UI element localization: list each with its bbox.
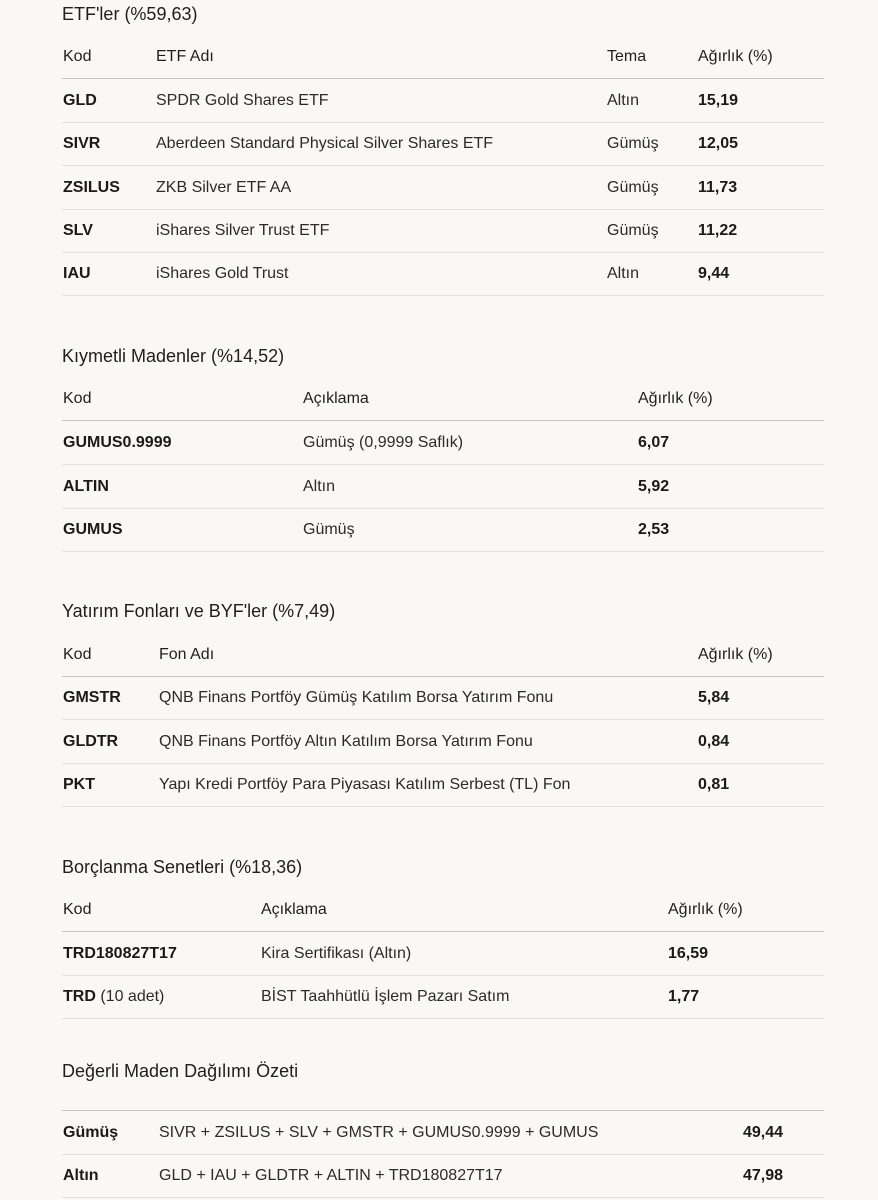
- etf-name: iShares Silver Trust ETF: [156, 222, 330, 239]
- etf-theme: Gümüş: [607, 135, 659, 152]
- metal-code: ALTIN: [63, 478, 109, 495]
- summary-formula: GLD + IAU + GLDTR + ALTIN + TRD180827T17: [159, 1167, 503, 1184]
- table-row: [62, 79, 824, 123]
- summary-title: Değerli Maden Dağılımı Özeti: [62, 1061, 299, 1081]
- col-header-theme: Tema: [607, 48, 647, 65]
- bond-code: TRD180827T17: [63, 945, 177, 962]
- fund-code: GMSTR: [63, 689, 121, 706]
- table-row: [62, 720, 824, 764]
- fund-code: PKT: [63, 776, 95, 793]
- bond-code-cell: [63, 932, 177, 975]
- bonds-table-header: [62, 888, 824, 932]
- etf-code: SIVR: [63, 135, 101, 152]
- metal-weight: 6,07: [638, 434, 670, 451]
- metal-description: Gümüş: [303, 521, 355, 538]
- etf-theme: Gümüş: [607, 179, 659, 196]
- col-header-code: Kod: [63, 646, 92, 663]
- col-header-description: Açıklama: [303, 390, 369, 407]
- table-row: [62, 122, 824, 166]
- funds-title: Yatırım Fonları ve BYF'ler (%7,49): [62, 601, 336, 621]
- etf-section-title: ETF'ler (%59,63): [62, 4, 198, 24]
- etf-code: ZSILUS: [63, 179, 120, 196]
- col-header-fund-name: Fon Adı: [159, 646, 215, 663]
- col-header-weight: Ağırlık (%): [668, 901, 743, 918]
- table-row: [62, 1111, 824, 1155]
- funds-table-header: [62, 633, 824, 677]
- summary-formula: SIVR + ZSILUS + SLV + GMSTR + GUMUS0.9999 + GUMUS: [159, 1124, 599, 1141]
- etf-weight: 12,05: [698, 135, 739, 152]
- precious-metals-title: Kıymetli Madenler (%14,52): [62, 346, 285, 366]
- bond-code: TRD: [63, 988, 96, 1005]
- fund-code: GLDTR: [63, 733, 119, 750]
- bond-description: BİST Taahhütlü İşlem Pazarı Satım: [261, 988, 510, 1005]
- etf-weight: 11,22: [698, 222, 738, 239]
- table-row: [62, 209, 824, 253]
- etf-theme: Altın: [607, 265, 640, 282]
- bond-code-cell: [63, 975, 164, 1018]
- etf-theme: Gümüş: [607, 222, 659, 239]
- bond-description: Kira Sertifikası (Altın): [261, 945, 412, 962]
- table-row: [62, 508, 824, 552]
- fund-weight: 0,84: [698, 733, 730, 750]
- etf-table-header: [62, 35, 824, 79]
- col-header-etf-name: ETF Adı: [156, 48, 214, 65]
- fund-name: QNB Finans Portföy Altın Katılım Borsa Yatırım Fonu: [159, 733, 533, 750]
- col-header-code: Kod: [63, 390, 92, 407]
- table-row: [62, 763, 824, 807]
- col-header-code: Kod: [63, 48, 92, 65]
- bond-weight: 16,59: [668, 945, 709, 962]
- table-row: [62, 975, 824, 1019]
- metal-code: GUMUS0.9999: [63, 434, 172, 451]
- table-row: [62, 421, 824, 465]
- metal-weight: 5,92: [638, 478, 670, 495]
- fund-weight: 5,84: [698, 689, 730, 706]
- etf-name: Aberdeen Standard Physical Silver Shares ETF: [156, 135, 494, 152]
- fund-weight: 0,81: [698, 776, 730, 793]
- table-row: [62, 166, 824, 210]
- table-row: [62, 465, 824, 509]
- col-header-weight: Ağırlık (%): [698, 646, 773, 663]
- summary-total: 49,44: [743, 1124, 784, 1141]
- etf-name: ZKB Silver ETF AA: [156, 179, 292, 196]
- summary-total: 47,98: [743, 1167, 784, 1184]
- fund-name: Yapı Kredi Portföy Para Piyasası Katılım Serbest (TL) Fon: [159, 776, 571, 793]
- table-row: [62, 932, 824, 976]
- etf-weight: 9,44: [698, 265, 730, 282]
- fund-name: QNB Finans Portföy Gümüş Katılım Borsa Yatırım Fonu: [159, 689, 554, 706]
- metal-description: Altın: [303, 478, 336, 495]
- table-row: [62, 252, 824, 296]
- table-row: [62, 676, 824, 720]
- bonds-title: Borçlanma Senetleri (%18,36): [62, 857, 303, 877]
- etf-name: SPDR Gold Shares ETF: [156, 92, 329, 109]
- metals-table-header: [62, 377, 824, 421]
- bond-code-note: (10 adet): [100, 988, 165, 1005]
- summary-metal: Altın: [63, 1167, 99, 1184]
- etf-code: GLD: [63, 92, 97, 109]
- col-header-code: Kod: [63, 901, 92, 918]
- metal-code: GUMUS: [63, 521, 123, 538]
- etf-code: SLV: [63, 222, 93, 239]
- etf-weight: 11,73: [698, 179, 738, 196]
- etf-code: IAU: [63, 265, 91, 282]
- bond-weight: 1,77: [668, 988, 700, 1005]
- metal-description: Gümüş (0,9999 Saflık): [303, 434, 464, 451]
- table-row: [62, 1154, 824, 1198]
- etf-name: iShares Gold Trust: [156, 265, 289, 282]
- col-header-weight: Ağırlık (%): [698, 48, 773, 65]
- col-header-weight: Ağırlık (%): [638, 390, 713, 407]
- etf-weight: 15,19: [698, 92, 739, 109]
- metal-weight: 2,53: [638, 521, 670, 538]
- col-header-description: Açıklama: [261, 901, 327, 918]
- summary-metal: Gümüş: [63, 1124, 119, 1141]
- etf-theme: Altın: [607, 92, 640, 109]
